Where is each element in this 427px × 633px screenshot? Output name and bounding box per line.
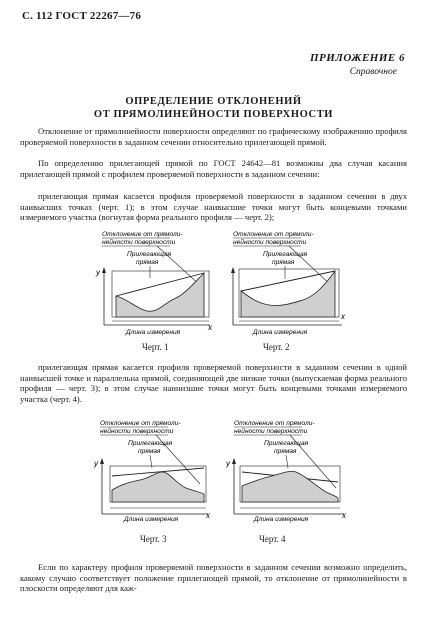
fig2-label-deviation-2: нейности поверхности	[233, 239, 307, 246]
fig1-label-deviation-2: нейности поверхности	[102, 239, 176, 246]
fig3-label-deviation-1: Отклонение от прямоли-	[100, 420, 181, 427]
figure-3-drawing	[90, 418, 215, 528]
paragraph-2: По определению прилегающей прямой по ГОСТ 24642—81 возможны два случая касания прилегающей прямой с профилем проверяемой поверхности в заданном сечении:	[20, 158, 407, 179]
fig3-axis-y: y	[94, 459, 98, 468]
fig2-measure-length: Длина измерения	[253, 329, 308, 336]
figure-1	[92, 229, 217, 339]
caption-fig2: Черт. 2	[263, 342, 290, 352]
fig4-label-adjacent-1: Прилегающая	[264, 440, 309, 447]
fig2-axis-x: x	[341, 312, 345, 321]
fig4-label-deviation-1: Отклонение от прямоли-	[234, 420, 315, 427]
fig1-label-deviation-1: Отклонение от прямоли-	[102, 231, 183, 238]
caption-fig4: Черт. 4	[259, 534, 286, 544]
paragraph-1: Отклонение от прямолинейности поверхности определяют по графическому изображению профиля проверяемой поверхности в заданном сечении относительно прилегающей прямой.	[20, 126, 407, 147]
figure-4	[226, 418, 351, 528]
appendix-subtitle: Справочное	[349, 67, 397, 77]
fig4-axis-x: x	[342, 511, 346, 520]
appendix-title: ПРИЛОЖЕНИЕ 6	[309, 52, 405, 64]
paragraph-5: Если по характеру профиля проверяемой поверхности в заданном сечении возможно определить, какому случаю соответствует положение прилегающей прямой, то отклонение от прямолинейности в плоскости определяют для каж-	[20, 562, 407, 594]
fig2-label-adjacent-1: Прилегающая	[263, 251, 308, 258]
fig4-axis-y: y	[226, 459, 230, 468]
paragraph-3: прилегающая прямая касается профиля проверяемой поверхности в заданном сечении в двух наивысших точках (черт. 1); в этом случае наивысшие точки могут быть концевыми точками измеряемого участка (вогнутая форма реального профиля — черт. 2);	[20, 191, 407, 223]
figure-2-drawing	[227, 229, 352, 339]
fig4-measure-length: Длина измерения	[254, 516, 309, 523]
fig2-label-deviation-1: Отклонение от прямоли-	[233, 231, 314, 238]
figure-4-drawing	[226, 418, 351, 528]
figure-1-drawing	[92, 229, 217, 339]
fig4-label-adjacent-2: прямая	[274, 448, 297, 455]
fig1-measure-length: Длина измерения	[126, 329, 181, 336]
figure-3	[90, 418, 215, 528]
fig4-label-deviation-2: нейности поверхности	[234, 428, 308, 435]
fig2-label-adjacent-2: прямая	[272, 259, 295, 266]
paragraph-4: прилегающая прямая касается профиля проверяемой поверхности в заданном сечении в одной наивысшей точке и параллельна прямой, соединяющей две низкие точки (выпускаемая форма реального профиля — черт. 3); в этом случае наинизшие точки могут быть концевыми точками измеряемого участка (черт. 4).	[20, 362, 407, 404]
fig3-axis-x: x	[206, 511, 210, 520]
page-header: С. 112 ГОСТ 22267—76	[22, 10, 142, 22]
fig3-label-adjacent-1: Прилегающая	[128, 440, 173, 447]
fig3-label-deviation-2: нейности поверхности	[100, 428, 174, 435]
fig1-axis-x: x	[208, 323, 212, 332]
caption-fig3: Черт. 3	[140, 534, 167, 544]
fig1-label-adjacent-1: Прилегающая	[127, 251, 172, 258]
caption-fig1: Черт. 1	[142, 342, 169, 352]
figure-2	[227, 229, 352, 339]
fig3-label-adjacent-2: прямая	[138, 448, 161, 455]
section-title-line1: ОПРЕДЕЛЕНИЕ ОТКЛОНЕНИЙ	[125, 96, 302, 107]
section-title-line2: ОТ ПРЯМОЛИНЕЙНОСТИ ПОВЕРХНОСТИ	[93, 109, 334, 120]
fig1-axis-y: y	[96, 268, 100, 277]
fig3-measure-length: Длина измерения	[124, 516, 179, 523]
fig1-label-adjacent-2: прямая	[136, 259, 159, 266]
